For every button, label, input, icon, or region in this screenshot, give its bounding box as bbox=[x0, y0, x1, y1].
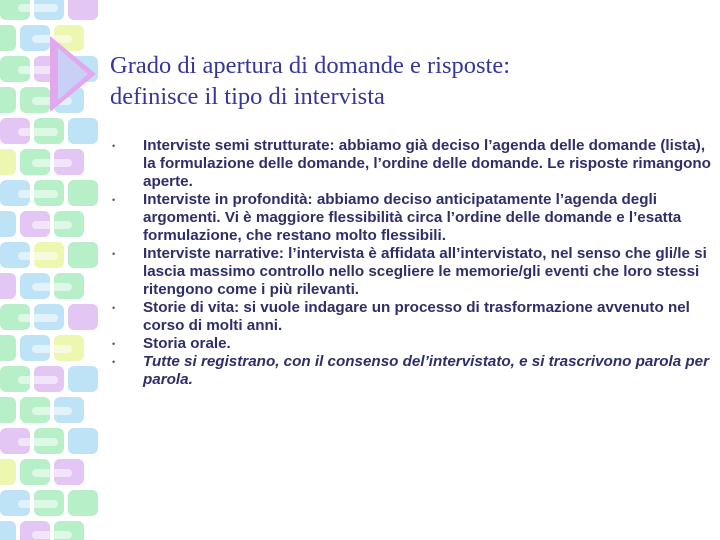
bullet-icon: • bbox=[112, 357, 116, 367]
decorative-tile bbox=[0, 459, 16, 485]
decorative-tile bbox=[68, 242, 98, 268]
decorative-tile bbox=[68, 180, 98, 206]
decorative-tile-highlight bbox=[32, 469, 72, 477]
bullet-icon: • bbox=[112, 141, 116, 151]
bullet-list bbox=[112, 137, 712, 389]
decorative-tile-highlight bbox=[18, 252, 58, 260]
title-line-1: Grado di apertura di domande e risposte: bbox=[110, 52, 511, 79]
decorative-tile-highlight bbox=[32, 531, 72, 539]
list-item-text: Storie di vita: si vuole indagare un processo di trasformazione avvenuto nel corso di molti anni. bbox=[143, 299, 690, 334]
list-item bbox=[112, 299, 712, 335]
bullet-icon: • bbox=[112, 195, 116, 205]
list-item-text: Interviste narrative: l’intervista è affidata all’intervistato, nel senso che gli/le si lascia massimo controllo nello scegliere le memorie/gli eventi che loro stessi ritengono come i più rilevanti. bbox=[143, 245, 707, 298]
decorative-tile-highlight bbox=[18, 438, 58, 446]
decorative-tile-highlight bbox=[18, 190, 58, 198]
decorative-tile bbox=[0, 397, 16, 423]
decorative-tile bbox=[0, 87, 16, 113]
decorative-tile bbox=[68, 366, 98, 392]
bullet-icon: • bbox=[112, 303, 116, 313]
decorative-tile bbox=[68, 428, 98, 454]
decorative-tile-highlight bbox=[32, 221, 72, 229]
list-item-text: Tutte si registrano, con il consenso del’intervistato, e si trascrivono parola per parola. bbox=[143, 353, 710, 388]
list-item-text: Interviste semi strutturate: abbiamo già deciso l’agenda delle domande (lista), la formulazione delle domande, l’ordine delle domande. Le risposte rimangono aperte. bbox=[143, 137, 711, 190]
decorative-tile bbox=[0, 521, 16, 540]
decorative-tile bbox=[0, 149, 16, 175]
list-item-text: Interviste in profondità: abbiamo deciso anticipatamente l’agenda degli argomenti. Vi è maggiore flessibilità circa l’ordine delle domande e l’esatta formulazione, che restano molto flessibili. bbox=[143, 191, 682, 244]
decorative-tile-highlight bbox=[32, 159, 72, 167]
list-item bbox=[112, 191, 712, 245]
decorative-tile bbox=[0, 211, 16, 237]
decorative-tile-highlight bbox=[18, 376, 58, 384]
decorative-tile-highlight bbox=[18, 500, 58, 508]
decorative-tile bbox=[68, 118, 98, 144]
title-line-2: definisce il tipo di intervista bbox=[110, 83, 385, 110]
bullet-icon: • bbox=[112, 249, 116, 259]
decorative-tile-highlight bbox=[32, 283, 72, 291]
slide-title bbox=[110, 50, 690, 112]
decorative-tile-highlight bbox=[32, 407, 72, 415]
decorative-tile bbox=[68, 0, 98, 20]
triangle-arrow-inner bbox=[58, 48, 88, 100]
decorative-tile bbox=[0, 335, 16, 361]
decorative-tile-highlight bbox=[18, 128, 58, 136]
decorative-tile bbox=[68, 490, 98, 516]
decorative-tile-highlight bbox=[18, 4, 58, 12]
list-item-text: Storia orale. bbox=[143, 335, 231, 352]
decorative-tile-highlight bbox=[18, 314, 58, 322]
decorative-tile bbox=[0, 273, 16, 299]
list-item bbox=[112, 335, 712, 353]
decorative-tile-highlight bbox=[32, 345, 72, 353]
decorative-tile bbox=[0, 25, 16, 51]
list-item bbox=[112, 353, 712, 389]
bullet-icon: • bbox=[112, 339, 116, 349]
list-item bbox=[112, 245, 712, 299]
list-item bbox=[112, 137, 712, 191]
decorative-tile bbox=[68, 304, 98, 330]
